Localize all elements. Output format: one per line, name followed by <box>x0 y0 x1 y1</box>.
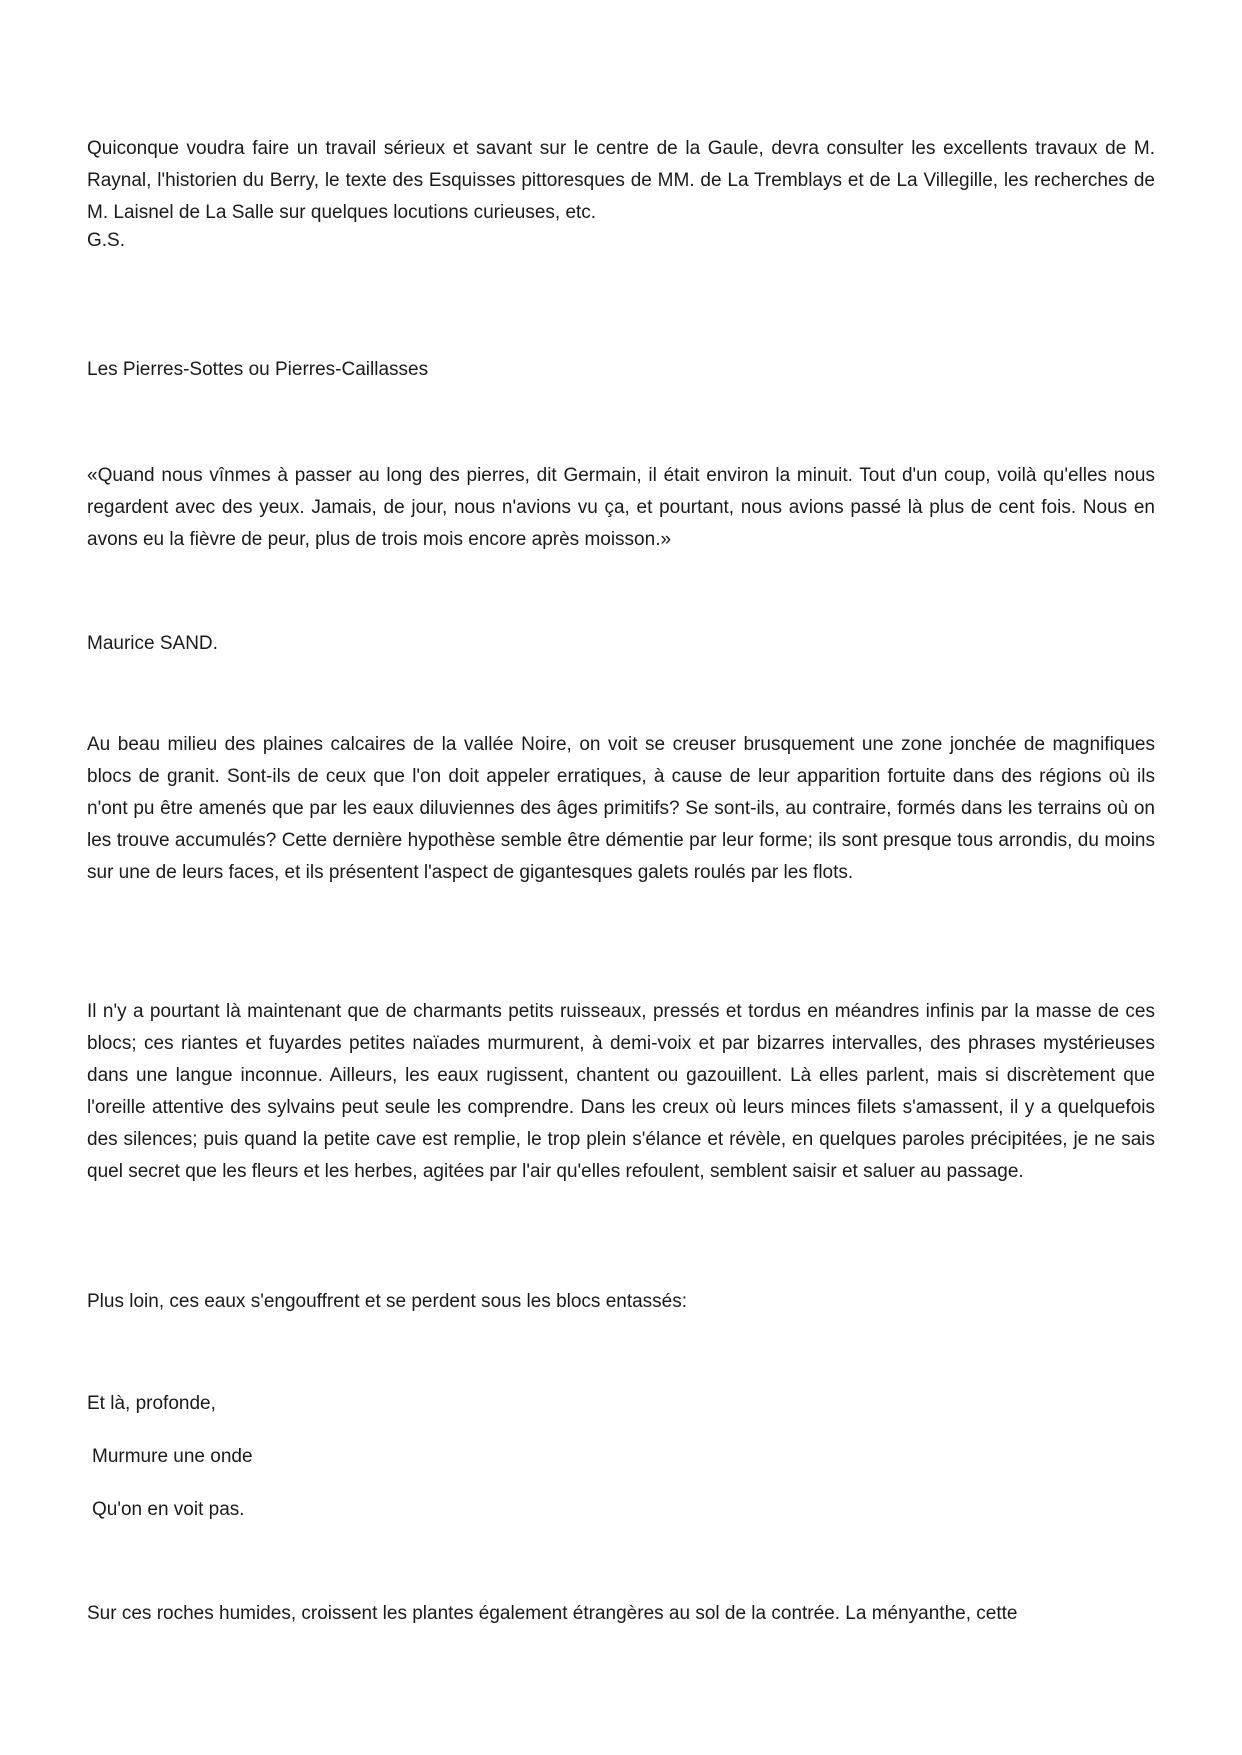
paragraph-streams: Il n'y a pourtant là maintenant que de charmants petits ruisseaux, pressés et tordus en méandres infinis par la masse de ces blocs; ces riantes et fuyardes petites naïades murmurent, à demi-voix et par bizarres intervalles, des phrases mystérieuses dans une langue inconnue. Ailleurs, les eaux rugissent, chantent ou gazouillent. Là elles parlent, mais si discrètement que l'oreille attentive des sylvains peut seule les comprendre. Dans les creux où leurs minces filets s'amassent, il y a quelquefois des silences; puis quand la petite cave est remplie, le trop plein s'élance et révèle, en quelques paroles précipitées, je ne sais quel secret que les fleurs et les herbes, agitées par l'air qu'elles refoulent, semblent saisir et saluer au passage. <box>87 1001 1155 1182</box>
verse-line-2: Murmure une onde <box>92 1446 253 1467</box>
verse-line-1: Et là, profonde, <box>87 1393 216 1414</box>
chapter-title: Les Pierres-Sottes ou Pierres-Caillasses <box>87 359 429 380</box>
signature-gs: G.S. <box>87 230 126 251</box>
paragraph-waters-vanish: Plus loin, ces eaux s'engouffrent et se perdent sous les blocs entassés: <box>87 1291 688 1312</box>
paragraph-granite-blocks: Au beau milieu des plaines calcaires de la vallée Noire, on voit se creuser brusquement une zone jonchée de magnifiques blocs de granit. Sont-ils de ceux que l'on doit appeler erratiques, à cause de leur apparition fortuite dans des régions où ils n'ont pu être amenés que par les eaux diluviennes des âges primitifs? Se sont-ils, au contraire, formés dans les terrains où on les trouve accumulés? Cette dernière hypothèse semble être démentie par leur forme; ils sont presque tous arrondis, du moins sur une de leurs faces, et ils présentent l'aspect de gigantesques galets roulés par les flots. <box>87 734 1155 883</box>
verse-line-3: Qu'on en voit pas. <box>92 1499 245 1520</box>
intro-paragraph: Quiconque voudra faire un travail sérieux et savant sur le centre de la Gaule, devra consulter les excellents travaux de M. Raynal, l'historien du Berry, le texte des Esquisses pittoresques de MM. de La Tremblays et de La Villegille, les recherches de M. Laisnel de La Salle sur quelques locutions curieuses, etc. <box>87 138 1155 223</box>
quote-paragraph: «Quand nous vînmes à passer au long des pierres, dit Germain, il était environ la minuit. Tout d'un coup, voilà qu'elles nous regardent avec des yeux. Jamais, de jour, nous n'avions vu ça, et pourtant, nous avions passé là plus de cent fois. Nous en avons eu la fièvre de peur, plus de trois mois encore après moisson.» <box>87 465 1155 550</box>
author-signature: Maurice SAND. <box>87 633 218 654</box>
paragraph-wet-rocks: Sur ces roches humides, croissent les plantes également étrangères au sol de la contrée. La ményanthe, cette <box>87 1603 1018 1624</box>
